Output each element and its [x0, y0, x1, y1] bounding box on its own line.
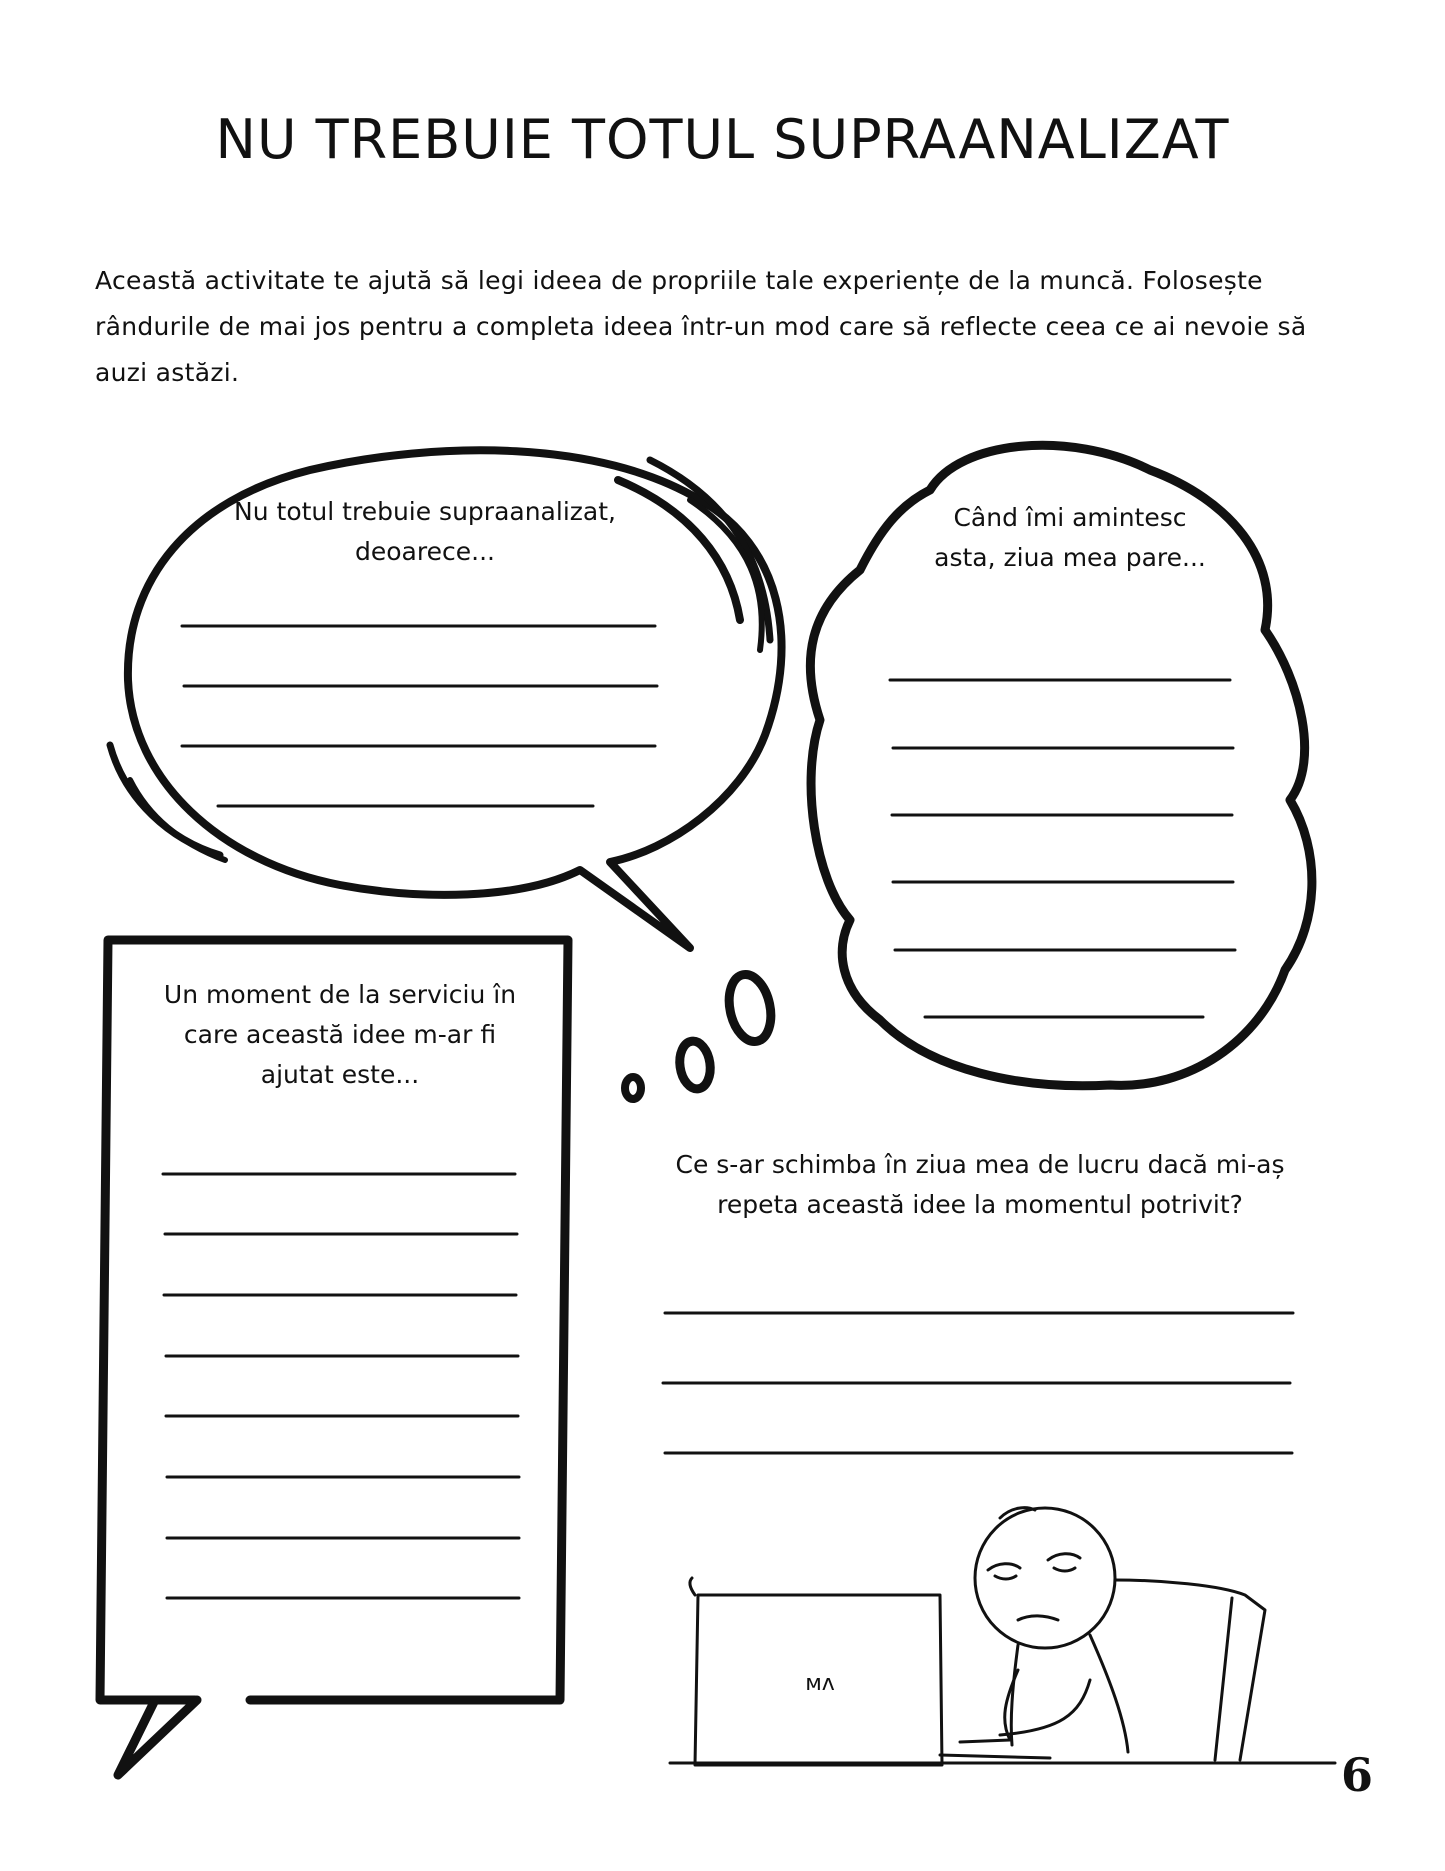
thought-cloud-lines	[890, 680, 1235, 1017]
laptop-logo: ᴍᴧ	[805, 1671, 835, 1696]
rect-bubble-lines	[163, 1174, 519, 1598]
speech-bubble-lines	[182, 626, 657, 806]
thought-cloud-prompt: Când îmi amintesc asta, ziua mea pare...	[934, 503, 1206, 572]
open-question-prompt: Ce s-ar schimba în ziua mea de lucru dacă mi-aș repeta această idee la momentul potrivit?	[675, 1150, 1285, 1219]
open-question-lines	[663, 1313, 1293, 1453]
intro-paragraph: Această activitate te ajută să legi ideea de propriile tale experiențe de la muncă. Folosește rândurile de mai jos pentru a completa ideea într-un mod care să reflecte ceea ce ai nevoie să auzi astăzi.	[95, 266, 1307, 387]
speech-bubble-prompt: Nu totul trebuie supraanalizat, deoarece...	[234, 497, 616, 566]
tired-worker-illustration	[670, 1508, 1335, 1765]
page-number: 6	[1340, 1748, 1373, 1802]
rect-bubble-prompt: Un moment de la serviciu în care această idee m-ar fi ajutat este...	[163, 980, 517, 1089]
page-title: NU TREBUIE TOTUL SUPRAANALIZAT	[215, 108, 1230, 171]
